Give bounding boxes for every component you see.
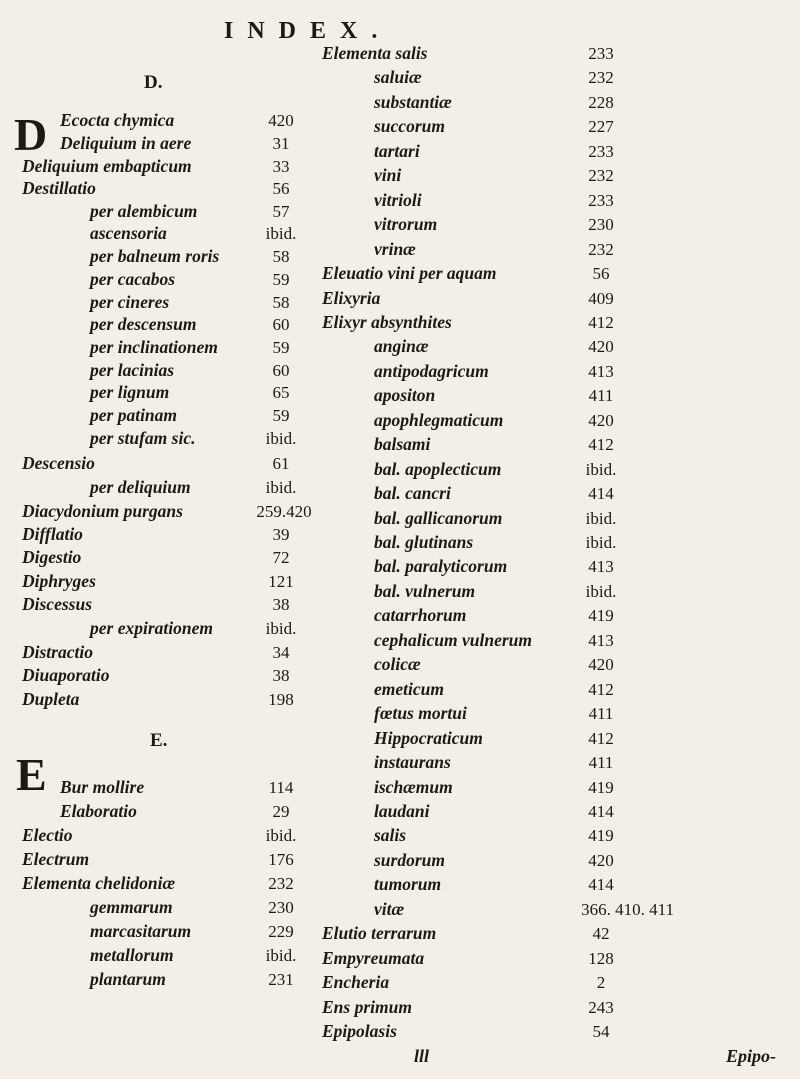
entry-term: Diacydonium purgans [22, 501, 183, 521]
entry-term: Elixyria [322, 288, 381, 308]
index-entry [318, 824, 796, 847]
entry-page-number: 58 [272, 293, 290, 312]
entry-term: Elixyr absynthites [322, 312, 452, 332]
entry-page-number: 233 [588, 44, 614, 63]
index-entry [318, 482, 796, 505]
entry-term: Hippocraticum [374, 728, 483, 748]
entry-page-number: 409 [588, 289, 614, 308]
index-entry [318, 702, 796, 725]
section-letter-e: E. [150, 730, 168, 751]
index-entry [318, 849, 796, 872]
index-entry [14, 313, 314, 336]
entry-term: Bur mollire [60, 777, 145, 797]
entry-term: Discessus [22, 594, 93, 614]
entry-page-number: 414 [588, 484, 614, 503]
entry-page-number: 65 [272, 383, 290, 402]
entry-term: Destillatio [22, 178, 96, 198]
entry-page-number: 72 [272, 548, 290, 567]
index-entry [14, 200, 314, 223]
catchword: Epipo- [726, 1046, 777, 1066]
index-entry [14, 177, 314, 200]
entry-page-number: ibid. [265, 826, 297, 845]
entry-page-number: 259.420 [256, 502, 312, 521]
entry-page-number: ibid. [265, 946, 297, 965]
entry-page-number: 229 [268, 922, 294, 941]
entry-term: bal. gallicanorum [374, 508, 503, 528]
entry-term: per patinam [90, 405, 178, 425]
entry-term: per alembicum [90, 201, 198, 221]
entry-term: substantiæ [374, 92, 452, 112]
entry-term: per lignum [90, 382, 170, 402]
entry-page-number: 128 [588, 949, 614, 968]
dropcap-e: E [16, 749, 47, 800]
entry-term: per stufam sic. [90, 428, 196, 448]
index-entry [14, 268, 314, 291]
index-entry [14, 245, 314, 268]
index-entry [14, 968, 314, 991]
index-entry [14, 500, 314, 523]
index-entry [318, 115, 796, 138]
entry-term: apositon [374, 385, 436, 405]
entry-page-number: 198 [268, 690, 294, 709]
entry-page-number: 366. 410. 411 [581, 900, 674, 919]
entry-page-number: 59 [272, 270, 290, 289]
entry-term: Descensio [22, 453, 95, 473]
entry-page-number: 227 [588, 117, 614, 136]
index-entry [318, 458, 796, 481]
entry-page-number: ibid. [585, 533, 617, 552]
entry-term: gemmarum [90, 897, 173, 917]
index-entry [14, 593, 314, 616]
index-entry [318, 238, 796, 261]
entry-page-number: ibid. [265, 429, 297, 448]
index-entry [14, 109, 314, 132]
entry-term: Encheria [322, 972, 390, 992]
entry-page-number: 31 [272, 134, 290, 153]
index-entry [318, 555, 796, 578]
entry-page-number: 412 [588, 435, 614, 454]
entry-page-number: 114 [268, 778, 294, 797]
index-entry [318, 531, 796, 554]
index-entry [318, 287, 796, 310]
index-entry [14, 896, 314, 919]
entry-term: metallorum [90, 945, 174, 965]
entry-term: Digestio [22, 547, 82, 567]
entry-term: Elementa chelidoniæ [22, 873, 176, 893]
entry-term: per balneum roris [90, 246, 220, 266]
entry-term: Eleuatio vini per aquam [322, 263, 497, 283]
index-entry [14, 800, 314, 823]
index-entry [14, 132, 314, 155]
entry-term: per deliquium [90, 477, 191, 497]
entry-page-number: 58 [272, 247, 290, 266]
entry-page-number: 413 [588, 631, 614, 650]
entry-page-number: 413 [588, 362, 614, 381]
entry-page-number: 413 [588, 557, 614, 576]
entry-page-number: 59 [272, 338, 290, 357]
index-entry [318, 262, 796, 285]
entry-term: bal. apoplecticum [374, 459, 502, 479]
entry-page-number: 56 [272, 179, 290, 198]
entry-page-number: ibid. [265, 619, 297, 638]
signature-mark: lll [414, 1046, 430, 1066]
index-entry [318, 653, 796, 676]
index-entry [14, 617, 314, 640]
entry-page-number: 38 [272, 666, 290, 685]
index-entry [318, 629, 796, 652]
entry-term: per expirationem [90, 618, 213, 638]
index-entry [318, 189, 796, 212]
entry-term: Diuaporatio [22, 665, 110, 685]
entry-term: per descensum [90, 314, 197, 334]
entry-term: laudani [374, 801, 430, 821]
entry-page-number: 420 [588, 337, 614, 356]
entry-term: antipodagricum [374, 361, 489, 381]
index-entry [14, 920, 314, 943]
entry-page-number: 233 [588, 142, 614, 161]
entry-term: vini [374, 165, 402, 185]
entry-term: Deliquium embapticum [22, 156, 192, 176]
entry-page-number: 57 [272, 202, 290, 221]
entry-term: Epipolasis [322, 1021, 397, 1041]
index-entry [318, 360, 796, 383]
entry-page-number: 419 [588, 778, 614, 797]
entry-term: bal. glutinans [374, 532, 474, 552]
index-entry [14, 641, 314, 664]
entry-page-number: 42 [592, 924, 610, 943]
index-entry [318, 971, 796, 994]
entry-page-number: 34 [272, 643, 290, 662]
entry-term: Ecocta chymica [60, 110, 175, 130]
entry-page-number: 412 [588, 313, 614, 332]
entry-term: vitrorum [374, 214, 438, 234]
entry-page-number: 419 [588, 826, 614, 845]
entry-page-number: 29 [272, 802, 290, 821]
entry-page-number: 414 [588, 875, 614, 894]
index-entry [318, 947, 796, 970]
entry-term: Ens primum [322, 997, 412, 1017]
entry-term: Elaboratio [60, 801, 137, 821]
index-entry [318, 922, 796, 945]
entry-page-number: 411 [588, 704, 614, 723]
index-entry [318, 800, 796, 823]
entry-page-number: ibid. [265, 224, 297, 243]
entry-term: succorum [374, 116, 445, 136]
entry-term: Electio [22, 825, 73, 845]
entry-page-number: 231 [268, 970, 294, 989]
entry-page-number: 61 [272, 454, 290, 473]
entry-page-number: ibid. [585, 509, 617, 528]
entry-page-number: 420 [588, 655, 614, 674]
index-entry [14, 848, 314, 871]
entry-term: ischæmum [374, 777, 453, 797]
index-entry [318, 507, 796, 530]
entry-page-number: 60 [272, 361, 290, 380]
index-entry [14, 452, 314, 475]
index-entry [14, 570, 314, 593]
index-entry [318, 433, 796, 456]
index-entry [14, 523, 314, 546]
entry-page-number: 233 [588, 191, 614, 210]
entry-page-number: 232 [588, 240, 614, 259]
entry-page-number: ibid. [585, 582, 617, 601]
entry-term: Diphryges [22, 571, 96, 591]
entry-page-number: 411 [588, 386, 614, 405]
entry-term: emeticum [374, 679, 444, 699]
entry-term: Elutio terrarum [322, 923, 437, 943]
entry-page-number: 230 [268, 898, 294, 917]
entry-term: apophlegmaticum [374, 410, 504, 430]
page-title: INDEX. [224, 18, 392, 44]
entry-page-number: 414 [588, 802, 614, 821]
index-entry [14, 359, 314, 382]
entry-page-number: 420 [588, 851, 614, 870]
entry-page-number: 232 [588, 166, 614, 185]
index-entry [14, 944, 314, 967]
index-entry [14, 546, 314, 569]
entry-page-number: 419 [588, 606, 614, 625]
entry-term: Distractio [22, 642, 93, 662]
entry-term: Elementa salis [322, 43, 428, 63]
entry-page-number: 412 [588, 729, 614, 748]
index-entry [318, 140, 796, 163]
entry-term: per cineres [90, 292, 170, 312]
entry-term: Empyreumata [322, 948, 425, 968]
entry-term: instaurans [374, 752, 451, 772]
index-entry [318, 409, 796, 432]
entry-page-number: 420 [268, 111, 294, 130]
index-entry [14, 155, 314, 178]
entry-term: saluiæ [374, 67, 422, 87]
index-entry [14, 381, 314, 404]
entry-page-number: 411 [588, 753, 614, 772]
entry-page-number: 228 [588, 93, 614, 112]
index-entry [318, 580, 796, 603]
index-entry [318, 335, 796, 358]
section-letter-d: D. [144, 72, 163, 93]
entry-term: cephalicum vulnerum [374, 630, 532, 650]
index-entry [318, 213, 796, 236]
entry-term: marcasitarum [90, 921, 192, 941]
entry-term: balsami [374, 434, 431, 454]
index-entry [318, 42, 796, 65]
entry-page-number: 39 [272, 525, 290, 544]
entry-page-number: 412 [588, 680, 614, 699]
entry-term: Dupleta [22, 689, 80, 709]
entry-page-number: 56 [592, 264, 610, 283]
entry-term: Difflatio [22, 524, 83, 544]
entry-page-number: ibid. [585, 460, 617, 479]
index-entry [318, 66, 796, 89]
entry-page-number: 176 [268, 850, 294, 869]
index-entry [14, 291, 314, 314]
index-entry [318, 311, 796, 334]
entry-term: bal. vulnerum [374, 581, 476, 601]
entry-term: plantarum [90, 969, 166, 989]
entry-page-number: 230 [588, 215, 614, 234]
entry-term: vitæ [374, 899, 405, 919]
entry-term: salis [374, 825, 407, 845]
entry-page-number: ibid. [265, 478, 297, 497]
entry-term: bal. paralyticorum [374, 556, 508, 576]
entry-term: ascensoria [90, 223, 167, 243]
index-entry [14, 872, 314, 895]
entry-page-number: 2 [596, 973, 606, 992]
index-entry [14, 404, 314, 427]
entry-term: Electrum [22, 849, 90, 869]
entry-term: vrinæ [374, 239, 416, 259]
index-entry [14, 476, 314, 499]
index-entry [318, 604, 796, 627]
entry-page-number: 243 [588, 998, 614, 1017]
entry-term: vitrioli [374, 190, 422, 210]
index-entry [318, 164, 796, 187]
entry-page-number: 232 [588, 68, 614, 87]
index-entry [318, 1020, 796, 1043]
dropcap-d: D [14, 109, 48, 160]
index-entry [318, 384, 796, 407]
entry-term: surdorum [374, 850, 446, 870]
index-entry [318, 678, 796, 701]
index-entry [318, 873, 796, 896]
index-entry [318, 776, 796, 799]
entry-term: tartari [374, 141, 420, 161]
entry-page-number: 420 [588, 411, 614, 430]
entry-term: anginæ [374, 336, 429, 356]
index-entry [318, 727, 796, 750]
index-entry [14, 336, 314, 359]
index-entry [14, 427, 314, 450]
index-entry [318, 996, 796, 1019]
index-entry [318, 91, 796, 114]
entry-term: per inclinationem [90, 337, 218, 357]
entry-page-number: 54 [592, 1022, 610, 1041]
entry-term: bal. cancri [374, 483, 451, 503]
index-entry [318, 751, 796, 774]
entry-term: per lacinias [90, 360, 175, 380]
index-entry [14, 222, 314, 245]
entry-page-number: 121 [268, 572, 294, 591]
index-entry [14, 824, 314, 847]
entry-term: tumorum [374, 874, 442, 894]
entry-term: fœtus mortui [374, 703, 467, 723]
index-entry [14, 776, 314, 799]
entry-term: per cacabos [90, 269, 176, 289]
entry-term: colicæ [374, 654, 421, 674]
index-entry [14, 664, 314, 687]
entry-page-number: 232 [268, 874, 294, 893]
entry-term: catarrhorum [374, 605, 467, 625]
index-entry [318, 898, 796, 921]
entry-term: Deliquium in aere [60, 133, 192, 153]
entry-page-number: 60 [272, 315, 290, 334]
index-entry [14, 688, 314, 711]
entry-page-number: 33 [272, 157, 290, 176]
entry-page-number: 38 [272, 595, 290, 614]
entry-page-number: 59 [272, 406, 290, 425]
